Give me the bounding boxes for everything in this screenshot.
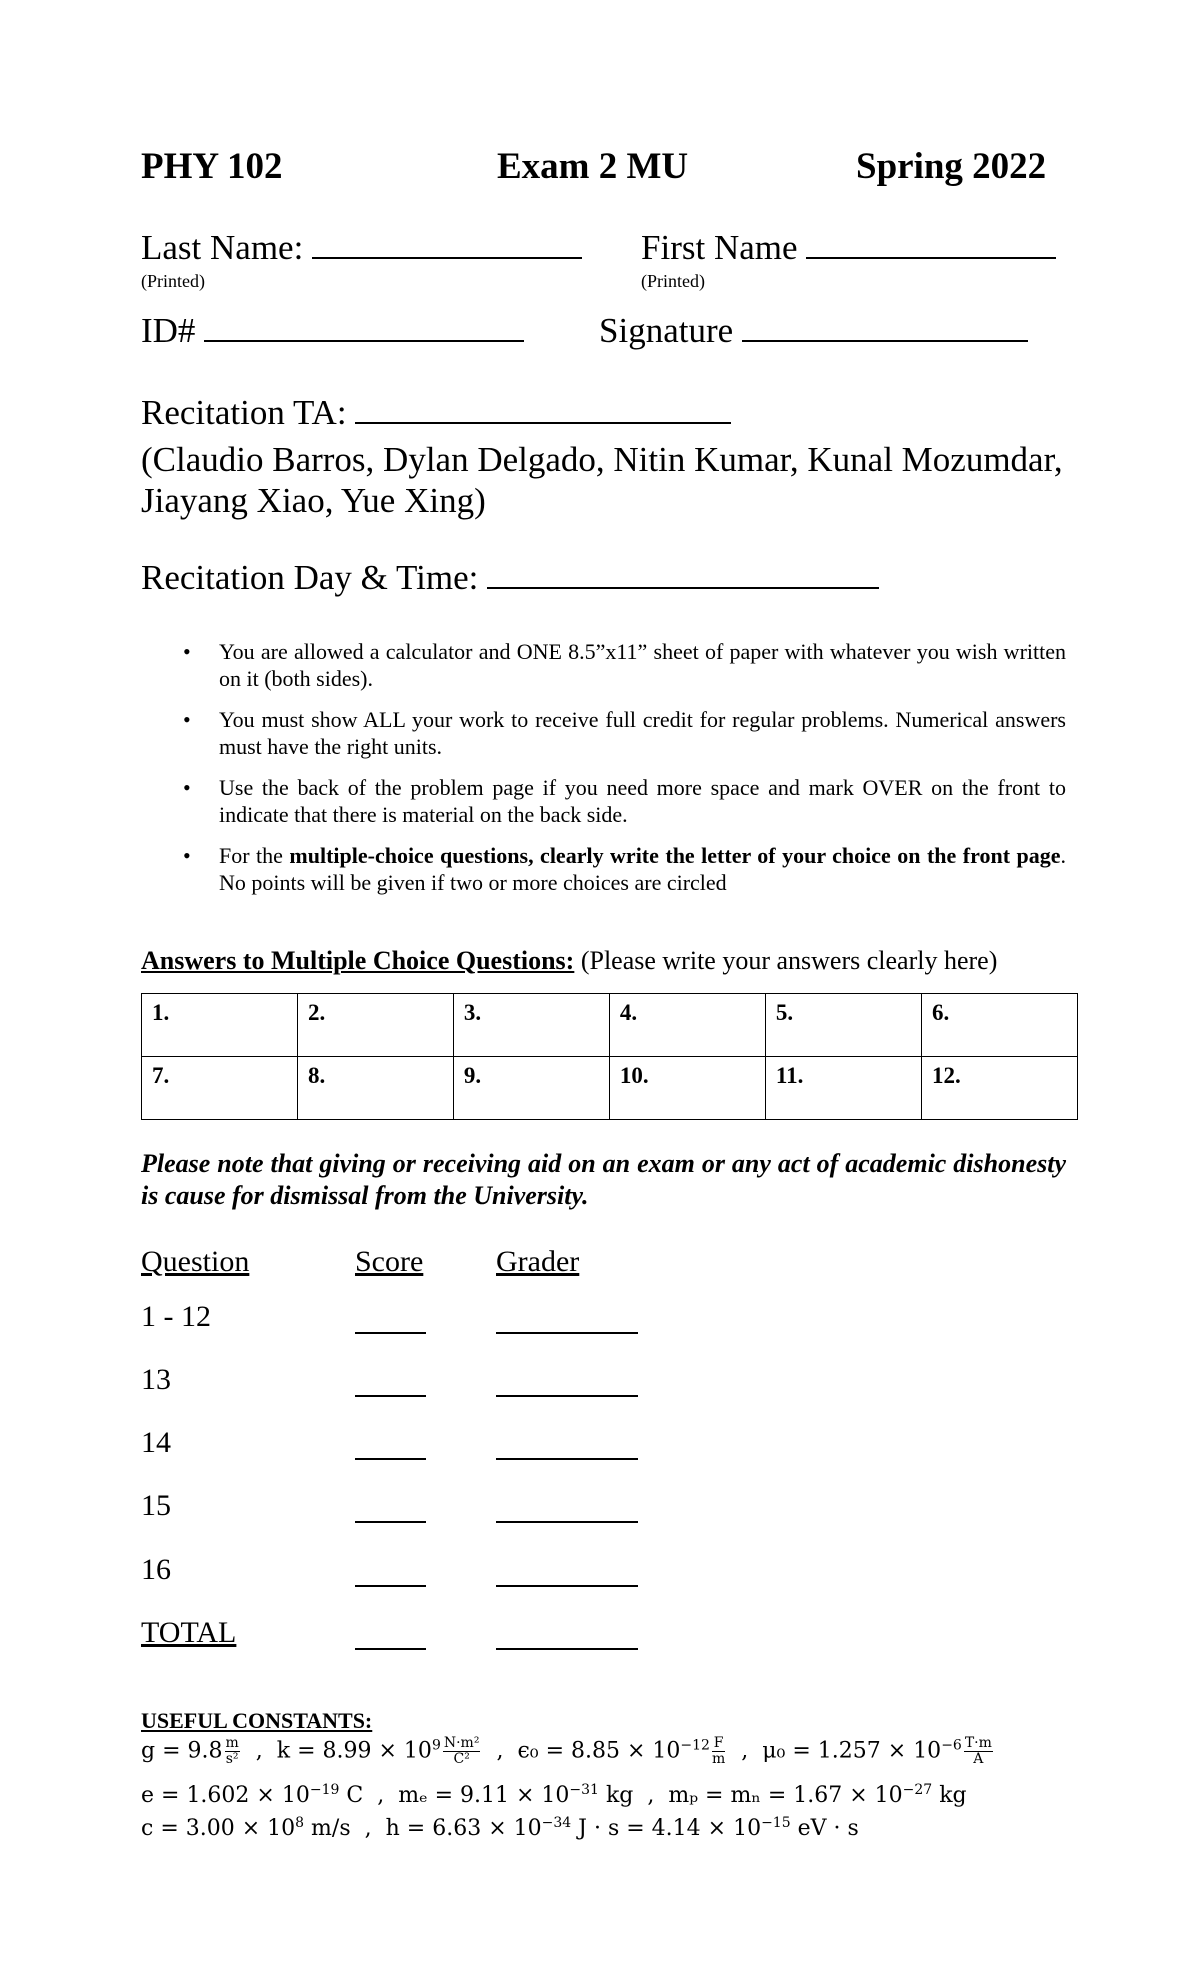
recitation-time-line[interactable] xyxy=(487,559,879,589)
constants-line-2: $e = 1.602 \times 10^{-19}$ C , $m_e = 9.11 \times 10^{-31}$ kg , $m_p = m_n = 1.67 \times 10^{-27}$ kg xyxy=(141,1782,967,1808)
last-name-line[interactable] xyxy=(312,229,582,259)
first-name-printed-note: (Printed) xyxy=(641,271,705,291)
answer-cell-2[interactable]: 2. xyxy=(297,994,453,1057)
recitation-time-label: Recitation Day & Time: xyxy=(141,558,479,597)
answer-cell-1[interactable]: 1. xyxy=(142,994,298,1057)
first-name-field[interactable] xyxy=(641,228,1056,268)
recitation-ta-field[interactable] xyxy=(141,393,731,433)
ta-names: (Claudio Barros, Dylan Delgado, Nitin Kumar, Kunal Mozumdar, Jiayang Xiao, Yue Xing) xyxy=(141,440,1063,520)
const-mu0: μ₀ = 1.257 × 10 xyxy=(762,1738,942,1764)
score-row-label: 15 xyxy=(141,1489,171,1522)
score-row-label: 13 xyxy=(141,1363,171,1396)
id-label: ID# xyxy=(141,311,196,350)
const-eps0: ϵ₀ = 8.85 × 10 xyxy=(517,1738,681,1764)
exam-term: Spring 2022 xyxy=(856,146,1047,187)
const-c: c = 3.00 × 10 xyxy=(141,1816,296,1841)
score-header-score: Score xyxy=(355,1245,424,1278)
const-g-unit: $\frac{m}{\text{s²}}$ xyxy=(225,1735,239,1767)
answer-cell-12[interactable]: 12. xyxy=(921,1057,1077,1120)
answer-cell-3[interactable]: 3. xyxy=(453,994,609,1057)
score-row-label: 16 xyxy=(141,1553,171,1586)
grader-blank[interactable] xyxy=(496,1395,638,1397)
mc-answers-heading: Answers to Multiple Choice Questions: (Please write your answers clearly here) xyxy=(141,946,998,975)
grader-blank[interactable] xyxy=(496,1458,638,1460)
score-blank[interactable] xyxy=(355,1458,426,1460)
const-g: g = 9.8 xyxy=(141,1738,223,1764)
answer-cell-5[interactable]: 5. xyxy=(765,994,921,1057)
const-mp: mₚ = mₙ = 1.67 × 10 xyxy=(668,1783,903,1808)
constants-line-3: $c = 3.00 \times 10^8$ m/s , $h = 6.63 \times 10^{-34}$ $J \cdot s = 4.14 \times 10^{-15}$ eV · s xyxy=(141,1815,859,1841)
grader-blank[interactable] xyxy=(496,1648,638,1650)
score-blank[interactable] xyxy=(355,1521,426,1523)
answer-cell-6[interactable]: 6. xyxy=(921,994,1077,1057)
recitation-ta-line[interactable] xyxy=(355,394,731,424)
table-row xyxy=(142,994,1078,1057)
course-code: PHY 102 xyxy=(141,146,283,187)
signature-label: Signature xyxy=(599,311,734,350)
score-row-label: 14 xyxy=(141,1426,171,1459)
answer-cell-8[interactable]: 8. xyxy=(297,1057,453,1120)
first-name-label: First Name xyxy=(641,228,798,267)
grader-blank[interactable] xyxy=(496,1521,638,1523)
score-blank[interactable] xyxy=(355,1648,426,1650)
constants-line-1: g = 9.8 $\frac{m}{\text{s²}}$ , $k = 8.99 \times 10^9$ $\frac{\text{N·m²}}{\text{C²}}$ , $\epsilon_0 = 8.85 \times 10^{-12}$ $\frac{F}{m}$ , $\mu_0 = 1.257 \times 10^{-6}$ $\frac{T\cdot m}{A}$ xyxy=(141,1735,992,1767)
const-me: mₑ = 9.11 × 10 xyxy=(398,1783,570,1808)
const-k: k = 8.99 × 10 xyxy=(276,1738,432,1764)
score-row-label: 1 - 12 xyxy=(141,1300,211,1333)
instruction-item: • Use the back of the problem page if you need more space and mark OVER on the front to indicate that there is material on the back side. xyxy=(141,774,1066,828)
const-k-unit: $\frac{\text{N·m²}}{\text{C²}}$ xyxy=(443,1735,480,1767)
score-blank[interactable] xyxy=(355,1332,426,1334)
score-row-label-total: TOTAL xyxy=(141,1616,237,1649)
recitation-ta-label: Recitation TA: xyxy=(141,393,347,432)
academic-honesty-note: Please note that giving or receiving aid on an exam or any act of academic dishonesty is cause for dismissal from the University. xyxy=(141,1149,1066,1210)
table-row xyxy=(142,1057,1078,1120)
last-name-field[interactable] xyxy=(141,228,582,268)
last-name-printed-note: (Printed) xyxy=(141,271,205,291)
score-blank[interactable] xyxy=(355,1395,426,1397)
instruction-item-mc: • For the multiple-choice questions, clearly write the letter of your choice on the front page. No points will be given if two or more choices are circled xyxy=(141,842,1066,896)
answer-cell-7[interactable]: 7. xyxy=(142,1057,298,1120)
signature-line[interactable] xyxy=(742,312,1028,342)
grader-blank[interactable] xyxy=(496,1585,638,1587)
grader-blank[interactable] xyxy=(496,1332,638,1334)
answer-cell-9[interactable]: 9. xyxy=(453,1057,609,1120)
instruction-item: • You must show ALL your work to receive full credit for regular problems. Numerical answers must have the right units. xyxy=(141,706,1066,760)
mc-answer-table xyxy=(141,993,1078,1120)
recitation-time-field[interactable] xyxy=(141,558,879,598)
score-header-grader: Grader xyxy=(496,1245,580,1278)
const-eps0-unit: $\frac{F}{m}$ xyxy=(711,1735,726,1767)
const-h: h = 6.63 × 10 xyxy=(385,1816,542,1841)
instructions-list xyxy=(141,638,1066,910)
id-line[interactable] xyxy=(204,312,524,342)
score-header-question: Question xyxy=(141,1245,250,1278)
answer-cell-11[interactable]: 11. xyxy=(765,1057,921,1120)
id-field[interactable] xyxy=(141,311,524,351)
answer-cell-10[interactable]: 10. xyxy=(609,1057,765,1120)
constants-title: USEFUL CONSTANTS: xyxy=(141,1708,373,1733)
instruction-item: • You are allowed a calculator and ONE 8.5”x11” sheet of paper with whatever you wish written on it (both sides). xyxy=(141,638,1066,692)
const-e: e = 1.602 × 10 xyxy=(141,1783,310,1808)
first-name-line[interactable] xyxy=(806,229,1056,259)
signature-field[interactable] xyxy=(599,311,1028,351)
last-name-label: Last Name: xyxy=(141,228,304,267)
const-mu0-unit: $\frac{T\cdot m}{A}$ xyxy=(964,1735,992,1767)
answer-cell-4[interactable]: 4. xyxy=(609,994,765,1057)
score-blank[interactable] xyxy=(355,1585,426,1587)
exam-title: Exam 2 MU xyxy=(497,146,689,187)
